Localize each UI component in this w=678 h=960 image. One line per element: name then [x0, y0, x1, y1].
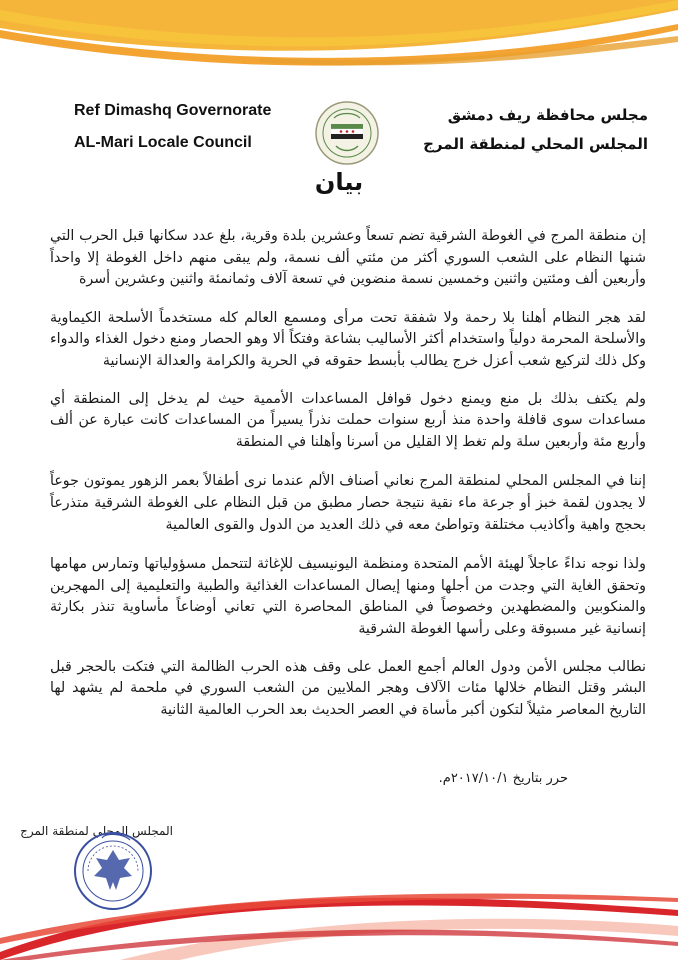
paragraph-6: نطالب مجلس الأمن ودول العالم أجمع العمل على وقف هذه الحرب الظالمة التي فتكت بالحجر قبل البشر وقتل النظام خلالها مئات الآلاف وهجر الملايين من الشعب السوري في ملحمة لم يشهد لها التاريخ المعاصر مثيلاً لتكون أكبر مأساة في العصر الحديث بعد الحرب العالمية الثانية — [50, 658, 646, 718]
council-emblem-icon — [314, 100, 380, 166]
header-english-line1: Ref Dimashq Governorate — [74, 102, 272, 119]
statement-body — [50, 226, 646, 721]
signature-line: المجلس المحلي لمنطقة المرج — [20, 824, 173, 838]
paragraph-5: ولذا نوجه نداءً عاجلاً لهيئة الأمم المتحدة ومنظمة اليونيسيف للإغاثة لتتحمل مسؤولياتها وتمارس مهامها وتحقق الغاية التي وجدت من أجلها ومنها إيصال المساعدات الغذائية والطبية والتعليمية إلى المهجرين والمنكوبين والمضطهدين وخصوصاً في المناطق المحاصرة التي تعاني أوضاعاً مأساوية تنذر بكارثة إنسانية غير مسبوقة وعلى رأسها الغوطة الشرقية — [50, 556, 646, 637]
council-stamp-icon — [72, 830, 154, 912]
paragraph-1: إن منطقة المرج في الغوطة الشرقية تضم تسعاً وعشرين بلدة وقرية، بلغ عدد سكانها قبل الحرب التي شنها النظام على الشعب السوري أكثر من مئتي ألف نسمة، ولم يبقى منهم داخل الغوطة إلا واحداً وأربعين ألف ومئتين واثنين وخمسين نسمة منضوين في تسعة آلاف وثمانمئة واثنين وعشرين أسرة — [50, 228, 646, 288]
paragraph-2: لقد هجر النظام أهلنا بلا رحمة ولا شفقة تحت مرأى ومسمع العالم كله مستخدماً الأسلحة الكيماوية والأسلحة المحرمة دولياً واستخدام أكثر الأساليب بشاعة وفتكاً ألا وهو الحصار ومنع دخول الغذاء والدواء وكل ذلك لتركيع شعب أعزل خرج يطالب بأبسط حقوقه في الحرية والكرامة والعدالة الإنسانية — [50, 309, 646, 369]
paragraph-3: ولم يكتف بذلك بل منع ويمنع دخول قوافل المساعدات الأممية حيث لم يدخل إلى المنطقة أي مساعدات سوى قافلة واحدة منذ أربع سنوات حملت نذراً يسيراً من المساعدات كانت عبارة عن ألف وأربع مئة وأربعين سلة ولم تغط إلا القليل من أسرنا وأهلنا في المنطقة — [50, 390, 646, 450]
paragraph-4: إننا في المجلس المحلي لمنطقة المرج نعاني أصناف الألم عندما نرى أطفالاً بعمر الزهور يموتون جوعاً لا يجدون لقمة خبز أو جرعة ماء نقية نتيجة حصار مطبق من قبل النظام على الغوطة الشرقية متذرعاً بحجج واهية وأكاذيب مختلقة وتواطئ معه في ذلك العديد من الدول والقوى العالمية — [50, 473, 646, 533]
decorative-top-swoosh — [0, 0, 678, 80]
statement-title: بيان — [314, 168, 364, 196]
issue-date: حرر بتاريخ ٢٠١٧/١٠/١م. — [438, 771, 568, 786]
header-arabic-line1: مجلس محافظة ريف دمشق — [447, 106, 648, 124]
header-english-line2: AL-Mari Locale Council — [74, 134, 252, 151]
header-arabic-line2: المجلس المحلي لمنطقة المرج — [423, 135, 648, 153]
